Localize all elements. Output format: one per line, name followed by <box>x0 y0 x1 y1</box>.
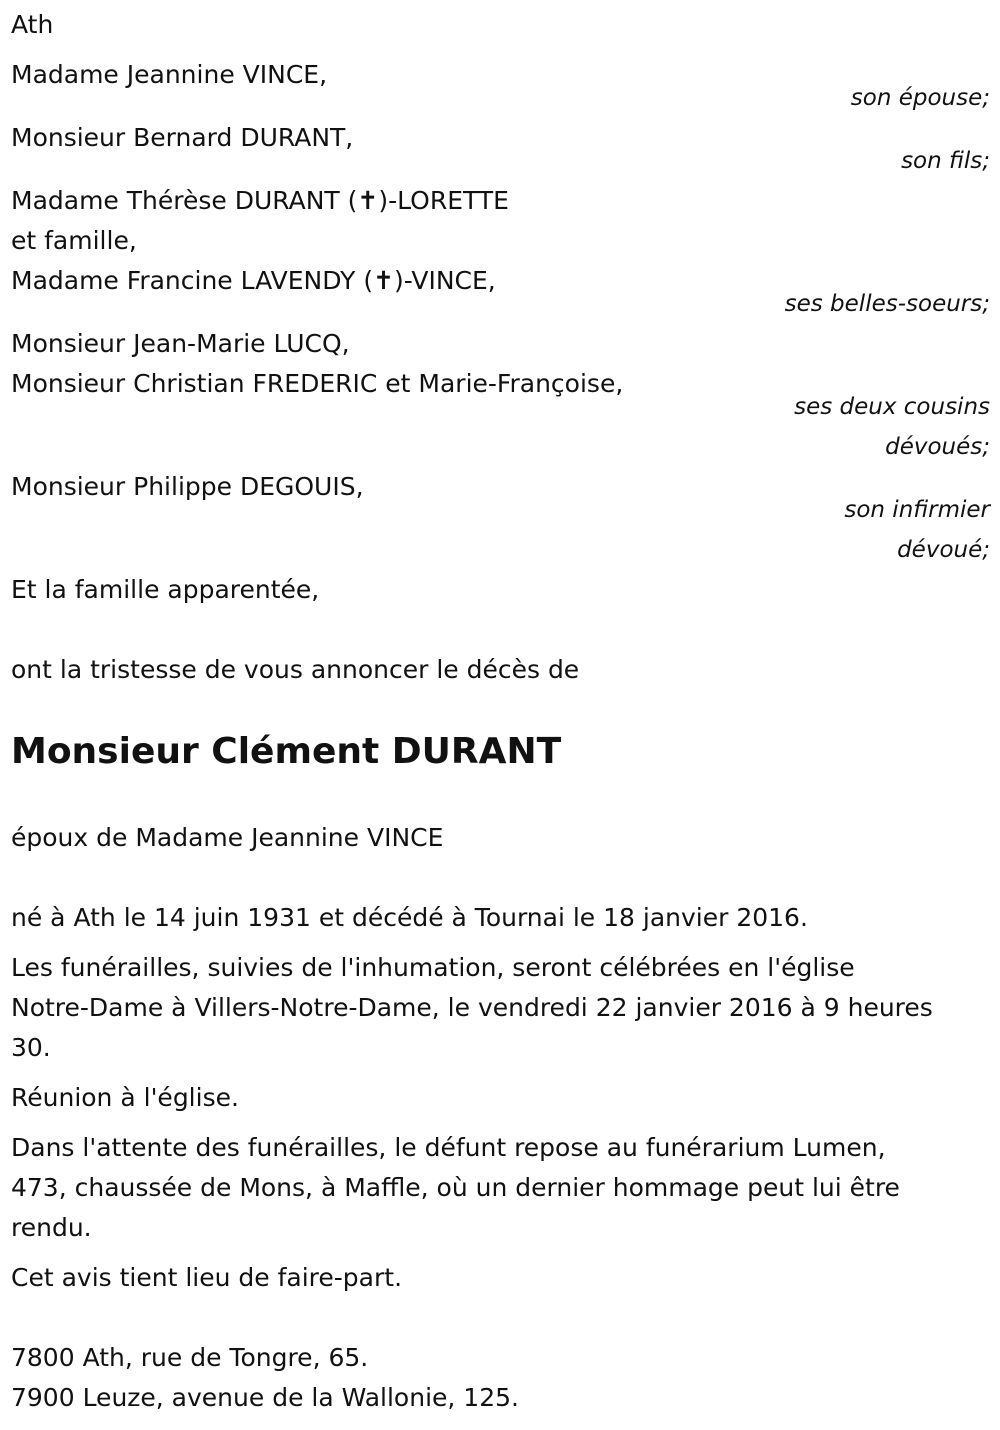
role-nurse-devoted: dévoué; <box>897 537 990 563</box>
family-line-cousin-1: Monsieur Jean-Marie LUCQ, <box>11 329 350 358</box>
family-line-relatives: Et la famille apparentée, <box>11 575 320 604</box>
address-leuze: 7900 Leuze, avenue de la Wallonie, 125. <box>11 1383 519 1412</box>
birth-death-text: né à Ath le 14 juin 1931 et décédé à Tournai le 18 janvier 2016. <box>11 903 808 932</box>
funeral-line-1: Les funérailles, suivies de l'inhumation, seront célébrées en l'église <box>11 953 855 982</box>
funeral-line-2: Notre-Dame à Villers-Notre-Dame, le vendredi 22 janvier 2016 à 9 heures <box>11 993 933 1022</box>
notice-text: Cet avis tient lieu de faire-part. <box>11 1263 403 1292</box>
address-ath: 7800 Ath, rue de Tongre, 65. <box>11 1343 369 1372</box>
spouse-text: époux de Madame Jeannine VINCE <box>11 823 444 852</box>
family-line-son: Monsieur Bernard DURANT, <box>11 123 354 152</box>
family-line-and-family: et famille, <box>11 226 137 255</box>
role-nurse: son infirmier <box>844 497 990 523</box>
funeral-line-3: 30. <box>11 1033 51 1062</box>
role-cousins: ses deux cousins <box>794 394 990 420</box>
role-cousins-devoted: dévoués; <box>885 434 990 460</box>
family-line-sister-in-law-1: Madame Thérèse DURANT (✝)-LORETTE <box>11 186 509 215</box>
city-heading: Ath <box>11 10 54 39</box>
role-sisters-in-law: ses belles-soeurs; <box>784 291 990 317</box>
deceased-name: Monsieur Clément DURANT <box>11 731 562 772</box>
announcement-text: ont la tristesse de vous annoncer le décès de <box>11 655 580 684</box>
repose-line-2: 473, chaussée de Mons, à Maffle, où un dernier hommage peut lui être <box>11 1173 900 1202</box>
family-line-widow: Madame Jeannine VINCE, <box>11 60 328 89</box>
meeting-text: Réunion à l'église. <box>11 1083 239 1112</box>
repose-line-1: Dans l'attente des funérailles, le défunt repose au funérarium Lumen, <box>11 1133 886 1162</box>
role-spouse: son épouse; <box>850 85 990 111</box>
family-line-nurse: Monsieur Philippe DEGOUIS, <box>11 472 364 501</box>
repose-line-3: rendu. <box>11 1213 92 1242</box>
role-son: son fils; <box>901 148 990 174</box>
family-line-cousin-2: Monsieur Christian FREDERIC et Marie-Françoise, <box>11 369 624 398</box>
family-line-sister-in-law-2: Madame Francine LAVENDY (✝)-VINCE, <box>11 266 496 295</box>
